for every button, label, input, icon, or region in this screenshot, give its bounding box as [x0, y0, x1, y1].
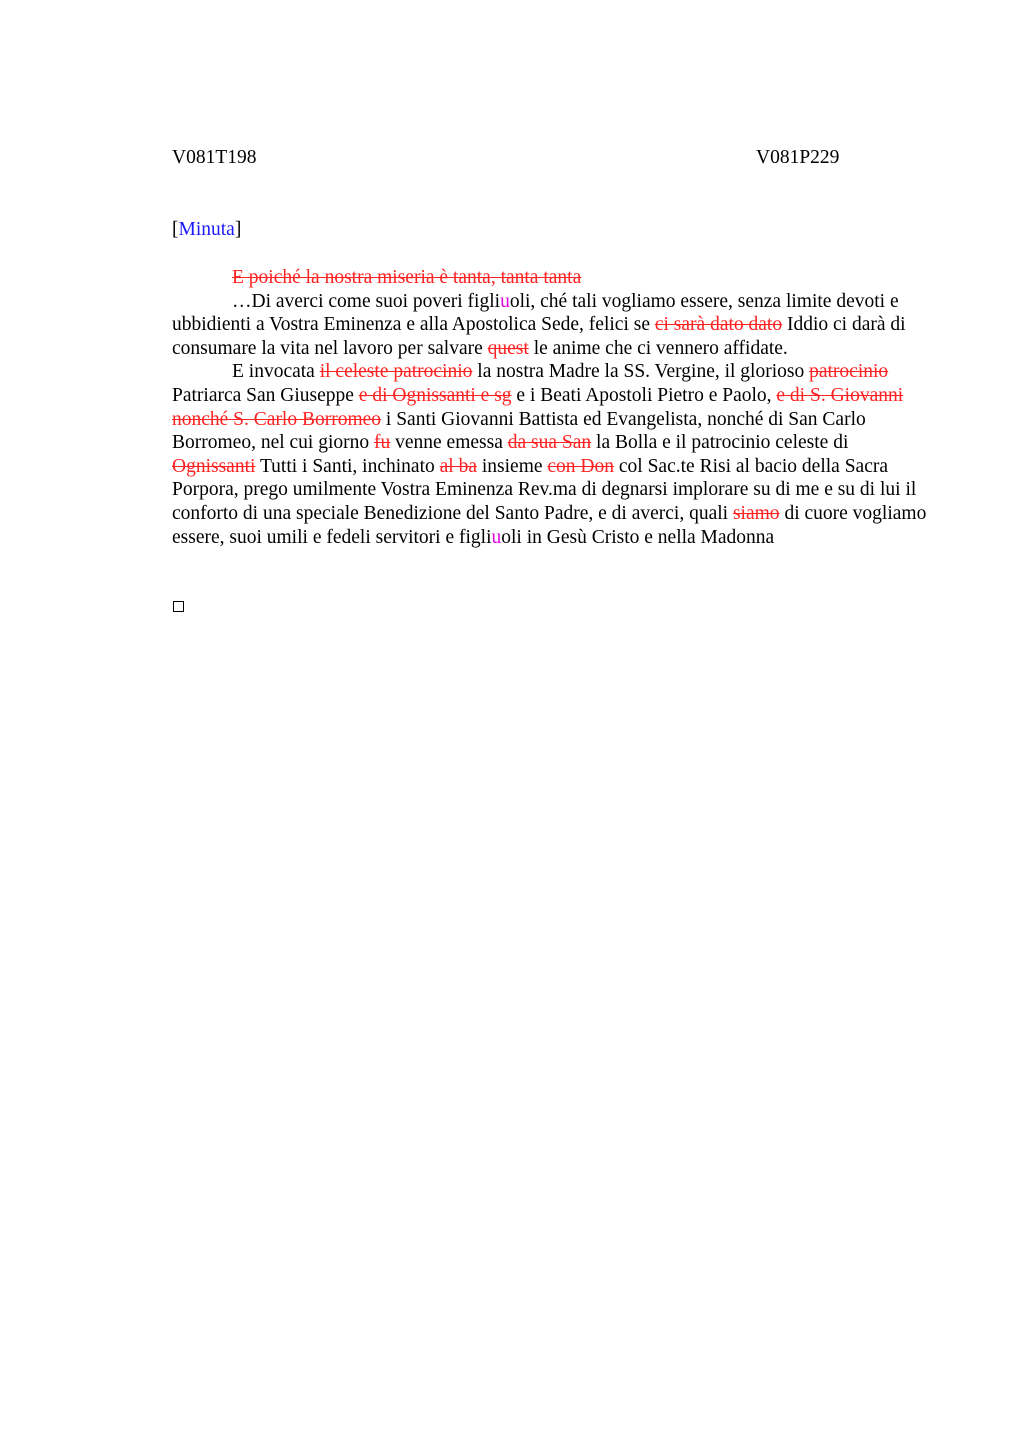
deleted-text: ci sarà dato dato	[654, 314, 783, 336]
body-text-segment: Iddio ci darà di consumare la vita nel lavoro per salvare	[172, 314, 906, 359]
body-text-segment: insieme	[476, 455, 548, 477]
body-text-segment: Patriarca San Giuseppe	[172, 384, 359, 406]
paragraph	[172, 290, 932, 361]
inserted-letter: u	[491, 526, 502, 548]
label-open-bracket: [	[172, 219, 179, 240]
deleted-text: e di Ognissanti e sg	[358, 384, 512, 406]
body-text-segment: Tutti i Santi, inchinato	[255, 455, 440, 477]
deleted-text: patrocinio	[809, 361, 889, 383]
body-text-segment: le anime che ci vennero affidate.	[528, 337, 788, 359]
body-text-segment: la Bolla e il patrocinio celeste di	[591, 432, 849, 454]
label-close-bracket: ]	[234, 219, 242, 240]
body-text-segment: venne emessa	[390, 432, 508, 454]
paragraph	[172, 266, 932, 290]
deleted-text: siamo	[732, 502, 780, 524]
inserted-letter: u	[500, 290, 510, 312]
deleted-text: E poiché la nostra miseria è tanta, tanta tanta	[232, 267, 582, 288]
label-minuta: Minuta	[178, 219, 235, 240]
deleted-text: quest	[487, 337, 529, 359]
body-text-segment: di cuore vogliamo essere, suoi umili e fedeli servitori e figli	[172, 502, 927, 548]
body-text-segment: oli, ché tali vogliamo essere, senza limite devoti e ubbidienti a Vostra Eminenza e alla Apostolica Sede, felici se	[172, 290, 899, 336]
body-text-segment: col Sac.te Risi al bacio della Sacra Porpora, prego umilmente Vostra Eminenza Rev.ma di degnarsi implorare su di me e su di lui il conforto di una speciale Benedizione del Santo Padre, e di averci, quali	[172, 455, 917, 524]
document-label	[172, 218, 241, 242]
deleted-text: e di S. Giovanni nonché S. Carlo Borromeo	[172, 384, 904, 430]
letter-body	[172, 266, 932, 549]
body-text-segment: oli in Gesù Cristo e nella Madonna	[501, 526, 775, 548]
deleted-text: il celeste patrocinio	[319, 361, 473, 383]
body-text-segment: …Di averci come suoi poveri figli	[232, 290, 501, 312]
paragraph	[172, 360, 932, 549]
deleted-text: Ognissanti	[172, 455, 256, 477]
end-box-icon	[173, 601, 184, 612]
body-text-segment: i Santi Giovanni Battista ed Evangelista, nonché di San Carlo Borromeo, nel cui giorno	[172, 408, 866, 454]
body-text-segment: la nostra Madre la SS. Vergine, il glorioso	[472, 361, 810, 383]
deleted-text: fu	[374, 432, 391, 454]
document-code-right: V081P229	[756, 147, 840, 168]
document-code-left: V081T198	[172, 147, 257, 168]
deleted-text: al ba	[439, 455, 477, 477]
body-text-segment: e i Beati Apostoli Pietro e Paolo,	[511, 384, 777, 406]
deleted-text: da sua San	[507, 432, 592, 454]
deleted-text: con Don	[547, 455, 615, 477]
body-text-segment: E invocata	[232, 361, 320, 383]
